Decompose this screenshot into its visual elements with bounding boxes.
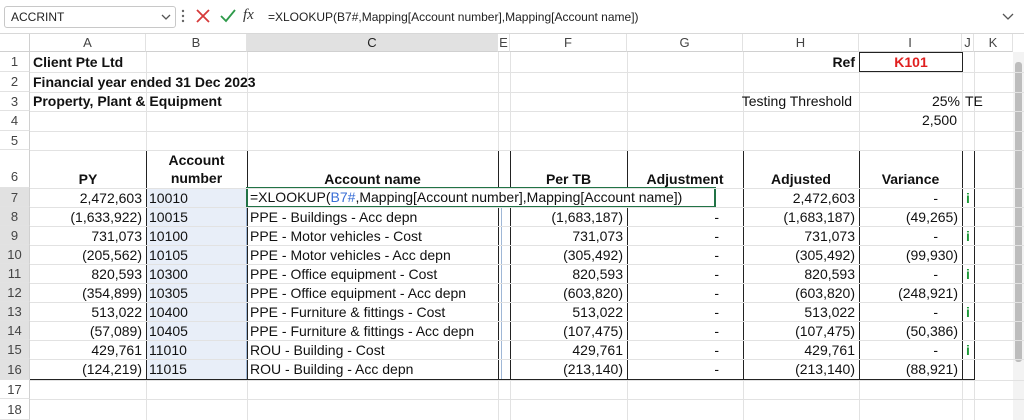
column-header-b[interactable]	[146, 34, 247, 52]
column-label: J	[964, 35, 971, 50]
table-cell-tb[interactable]: (1,683,187)	[551, 209, 623, 225]
threshold-label: Testing Threshold	[741, 93, 852, 109]
threshold-amount: 2,500	[921, 112, 957, 128]
table-cell-variance[interactable]: -	[933, 190, 938, 206]
row-header[interactable]: 16	[0, 359, 30, 380]
table-cell-name[interactable]: PPE - Motor vehicles - Cost	[250, 228, 422, 244]
row-header[interactable]: 7	[0, 188, 30, 207]
column-header-i[interactable]	[859, 34, 962, 52]
table-cell-name[interactable]: PPE - Furniture & fittings - Cost	[250, 304, 446, 320]
table-cell-variance[interactable]: -	[933, 342, 938, 358]
row-header[interactable]: 9	[0, 226, 30, 245]
table-cell-adjusted[interactable]: 429,761	[804, 342, 855, 358]
table-cell-adj[interactable]: -	[714, 304, 719, 320]
column-label: I	[908, 35, 912, 50]
ref-value: K101	[894, 54, 928, 70]
formula-bar	[0, 0, 1024, 34]
threshold-percent: 25%	[931, 93, 960, 109]
financial-period: Financial year ended 31 Dec 2023	[33, 74, 256, 90]
table-cell-adj[interactable]: -	[714, 209, 719, 225]
column-header-h[interactable]	[743, 34, 859, 52]
name-box[interactable]	[4, 6, 176, 28]
ref-label: Ref	[832, 54, 855, 70]
row-header[interactable]: 15	[0, 340, 30, 359]
table-cell-tb[interactable]: 513,022	[572, 304, 623, 320]
table-cell-tb[interactable]: (107,475)	[563, 323, 623, 339]
table-cell-adjusted[interactable]: (305,492)	[795, 247, 855, 263]
formula-reference: B7#	[330, 189, 356, 205]
column-label: F	[564, 35, 572, 50]
row-header[interactable]: 12	[0, 283, 30, 302]
row-header[interactable]: 6	[0, 150, 30, 188]
table-cell-name[interactable]: ROU - Building - Cost	[250, 342, 385, 358]
table-cell-py[interactable]: (205,562)	[82, 247, 142, 263]
chevron-down-icon[interactable]	[161, 11, 171, 23]
table-cell-adjusted[interactable]: (213,140)	[795, 361, 855, 377]
column-header-f[interactable]	[510, 34, 627, 52]
table-cell-py[interactable]: 429,761	[91, 342, 142, 358]
column-label: K	[988, 35, 998, 50]
row-header[interactable]: 4	[0, 111, 30, 131]
section-title: Property, Plant & Equipment	[33, 93, 222, 109]
table-cell-acct[interactable]: 10400	[149, 304, 188, 320]
column-header-c[interactable]	[247, 34, 498, 52]
name-box-value: ACCRINT	[11, 10, 65, 24]
table-cell-py[interactable]: 513,022	[91, 304, 142, 320]
column-label: B	[191, 35, 201, 50]
table-cell-name[interactable]: PPE - Office equipment - Acc depn	[250, 285, 467, 301]
row-header[interactable]: 1	[0, 52, 30, 72]
table-cell-tb[interactable]: (603,820)	[563, 285, 623, 301]
table-cell-acct[interactable]: 10010	[149, 190, 188, 206]
table-cell-adj[interactable]: -	[714, 266, 719, 282]
row-header[interactable]: 13	[0, 302, 30, 321]
table-cell-acct[interactable]: 10105	[149, 247, 188, 263]
table-cell-acct[interactable]: 10405	[149, 323, 188, 339]
table-cell-name[interactable]: PPE - Furniture & fittings - Acc depn	[250, 323, 475, 339]
table-cell-flag[interactable]: i	[966, 228, 970, 244]
header-account-name: Account name	[324, 171, 421, 187]
table-cell-py[interactable]: 731,073	[91, 228, 142, 244]
table-cell-py[interactable]: (1,633,922)	[70, 209, 142, 225]
table-cell-tb[interactable]: 820,593	[572, 266, 623, 282]
row-header[interactable]: 8	[0, 207, 30, 226]
table-cell-adjusted[interactable]: 820,593	[804, 266, 855, 282]
table-cell-py[interactable]: 820,593	[91, 266, 142, 282]
table-cell-adjusted[interactable]: 731,073	[804, 228, 855, 244]
table-cell-acct[interactable]: 10300	[149, 266, 188, 282]
table-cell-adj[interactable]: -	[714, 342, 719, 358]
header-adjustment: Adjustment	[646, 171, 724, 187]
table-cell-flag[interactable]: i	[966, 304, 970, 320]
header-adjusted: Adjusted	[771, 171, 831, 187]
table-cell-adjusted[interactable]: (603,820)	[795, 285, 855, 301]
more-options-icon[interactable]	[181, 8, 185, 24]
table-cell-acct[interactable]: 10305	[149, 285, 188, 301]
header-variance: Variance	[881, 171, 940, 187]
table-cell-variance[interactable]: (49,265)	[905, 209, 958, 225]
column-label: E	[499, 35, 508, 50]
select-all-corner[interactable]	[0, 34, 30, 52]
column-header-a[interactable]	[30, 34, 146, 52]
table-cell-tb[interactable]: (213,140)	[563, 361, 623, 377]
row-header[interactable]: 11	[0, 264, 30, 283]
vertical-scrollbar[interactable]	[1013, 52, 1024, 420]
worksheet-grid[interactable]	[0, 34, 1024, 420]
header-per-tb: Per TB	[545, 171, 592, 187]
table-cell-acct[interactable]: 11010	[149, 342, 187, 358]
header-account-number-line2: number	[170, 170, 223, 186]
table-cell-tb[interactable]: 731,073	[572, 228, 623, 244]
column-label: H	[795, 35, 806, 50]
table-cell-name[interactable]: ROU - Building - Acc depn	[250, 361, 414, 377]
client-name: Client Pte Ltd	[33, 54, 124, 70]
table-cell-variance[interactable]: -	[933, 266, 938, 282]
table-cell-py[interactable]: (124,219)	[82, 361, 142, 377]
table-cell-py[interactable]: 2,472,603	[79, 190, 142, 206]
table-cell-acct[interactable]: 11015	[149, 361, 187, 377]
table-cell-tb[interactable]: (305,492)	[563, 247, 623, 263]
table-cell-adjusted[interactable]: (1,683,187)	[783, 209, 855, 225]
header-account-number-line1: Account	[168, 152, 225, 168]
table-cell-adjusted[interactable]: (107,475)	[795, 323, 855, 339]
row-header[interactable]: 5	[0, 131, 30, 150]
formula-suffix: ,Mapping[Account number],Mapping[Account name])	[355, 189, 683, 205]
cancel-icon[interactable]	[196, 9, 210, 23]
table-cell-variance[interactable]: (99,930)	[905, 247, 958, 263]
expand-formula-bar-icon[interactable]	[1002, 10, 1014, 22]
table-cell-tb[interactable]: 429,761	[572, 342, 623, 358]
table-cell-adj[interactable]: -	[714, 228, 719, 244]
table-cell-flag[interactable]: i	[966, 342, 970, 358]
column-label: A	[83, 35, 92, 50]
formula-prefix: =XLOOKUP(	[250, 189, 331, 205]
row-header[interactable]: 17	[0, 380, 30, 399]
table-cell-variance[interactable]: (50,386)	[905, 323, 958, 339]
column-label: C	[367, 35, 377, 50]
formula-input[interactable]: =XLOOKUP(B7#,Mapping[Account number],Mapping[Account name])	[268, 10, 639, 24]
table-cell-name[interactable]: PPE - Office equipment - Cost	[250, 266, 438, 282]
table-cell-name[interactable]: PPE - Buildings - Acc depn	[250, 209, 418, 225]
insert-function-icon[interactable]: fx	[243, 7, 254, 23]
table-cell-adjusted[interactable]: 513,022	[804, 304, 855, 320]
row-header[interactable]: 14	[0, 321, 30, 340]
table-cell-adjusted[interactable]: 2,472,603	[792, 190, 855, 206]
column-header-j[interactable]	[962, 34, 974, 52]
table-cell-py[interactable]: (57,089)	[89, 323, 142, 339]
table-cell-flag[interactable]: i	[966, 190, 970, 206]
table-cell-name[interactable]: PPE - Motor vehicles - Acc depn	[250, 247, 451, 263]
column-header-e[interactable]	[498, 34, 510, 52]
header-py: PY	[78, 171, 98, 187]
table-cell-variance[interactable]: -	[933, 304, 938, 320]
table-cell-adj[interactable]: -	[714, 247, 719, 263]
scrollbar-thumb[interactable]	[1015, 62, 1022, 362]
table-cell-flag[interactable]: i	[966, 266, 970, 282]
active-cell-formula[interactable]	[250, 189, 682, 205]
table-cell-variance[interactable]: (248,921)	[898, 285, 958, 301]
threshold-te: TE	[965, 93, 983, 109]
column-header-k[interactable]	[974, 34, 1013, 52]
row-header[interactable]: 2	[0, 72, 30, 92]
row-header[interactable]: 18	[0, 399, 30, 420]
column-header-g[interactable]	[627, 34, 743, 52]
table-cell-py[interactable]: (354,899)	[82, 285, 142, 301]
table-cell-variance[interactable]: -	[933, 228, 938, 244]
row-header[interactable]: 10	[0, 245, 30, 264]
table-cell-acct[interactable]: 10015	[149, 209, 188, 225]
table-cell-acct[interactable]: 10100	[149, 228, 188, 244]
confirm-check-icon[interactable]	[220, 8, 236, 24]
row-header[interactable]: 3	[0, 92, 30, 111]
table-cell-adj[interactable]: -	[714, 323, 719, 339]
table-cell-adj[interactable]: -	[714, 285, 719, 301]
table-cell-variance[interactable]: (88,921)	[905, 361, 958, 377]
column-label: G	[679, 35, 690, 50]
table-cell-adj[interactable]: -	[714, 361, 719, 377]
